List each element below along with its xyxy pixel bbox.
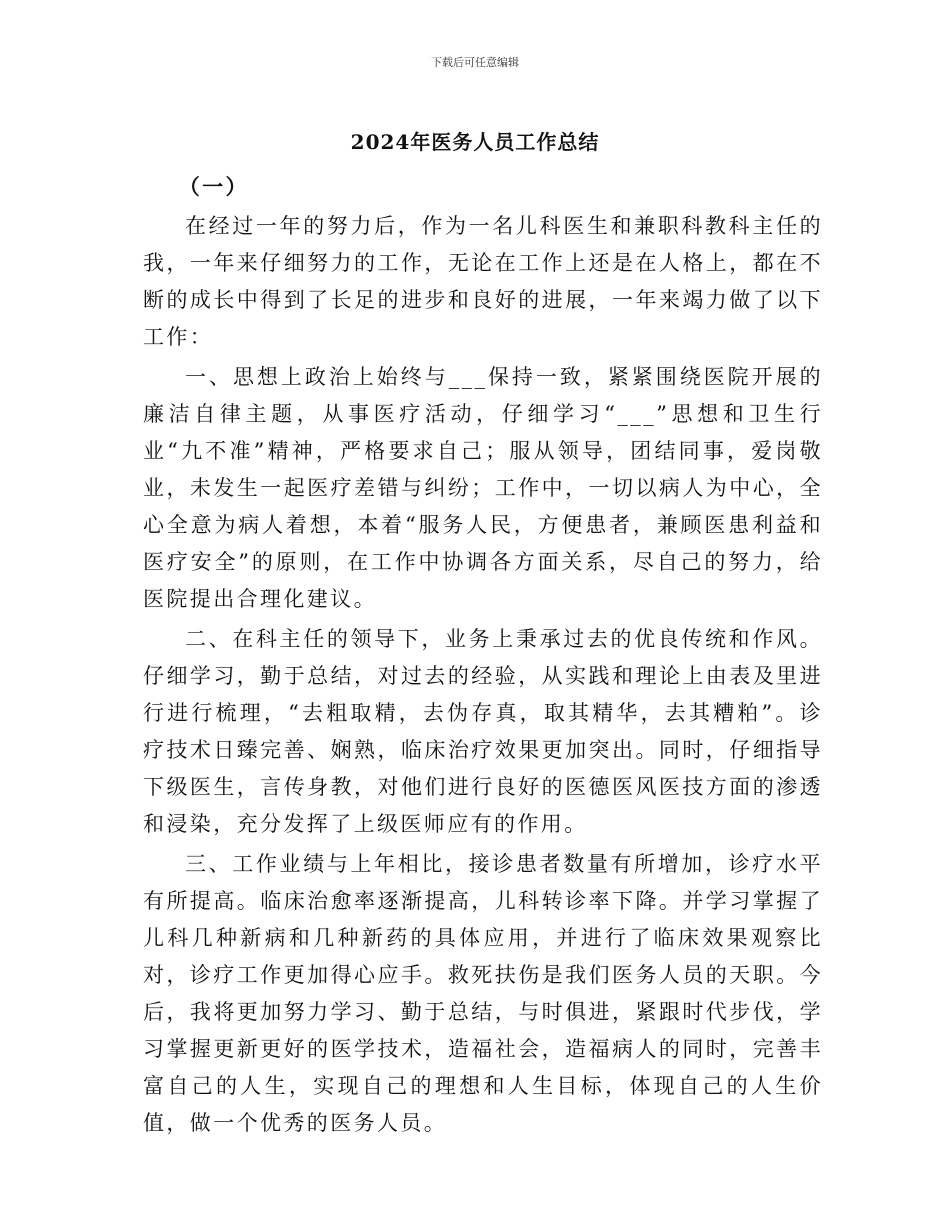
header-note: 下载后可任意编辑 — [431, 56, 519, 69]
section-label: （一） — [178, 174, 249, 199]
paragraph-point-2: 二、在科主任的领导下，业务上秉承过去的优良传统和作风。仔细学习，勤于总结，对过去的经验，从实践和理论上由表及里进行进行梳理，“去粗取精，去伪存真，取其精华，去其糟粕”。诊疗技术日臻完善、娴熟，临床治疗效果更加突出。同时，仔细指导下级医生，言传身教，对他们进行良好的医德医风医技方面的渗透和浸染，充分发挥了上级医师应有的作用。 — [143, 627, 823, 836]
paragraph-intro: 在经过一年的努力后，作为一名儿科医生和兼职科教科主任的我，一年来仔细努力的工作，无论在工作上还是在人格上，都在不断的成长中得到了长足的进步和良好的进展，一年来竭力做了以下工作： — [143, 214, 823, 349]
document-title: 2024年医务人员工作总结 — [350, 130, 600, 154]
paragraph-point-1: 一、思想上政治上始终与___保持一致，紧紧围绕医院开展的廉洁自律主题，从事医疗活动，仔细学习“___”思想和卫生行业“九不准”精神，严格要求自己；服从领导，团结同事，爱岗敬业，未发生一起医疗差错与纠纷；工作中，一切以病人为中心，全心全意为病人着想，本着“服务人民，方便患者，兼顾医患利益和医疗安全”的原则，在工作中协调各方面关系，尽自己的努力，给医院提出合理化建议。 — [143, 365, 823, 611]
paragraph-point-3: 三、工作业绩与上年相比，接诊患者数量有所增加，诊疗水平有所提高。临床治愈率逐渐提高，儿科转诊率下降。并学习掌握了儿科几种新病和几种新药的具体应用，并进行了临床效果观察比对，诊疗工作更加得心应手。救死扶伤是我们医务人员的天职。今后，我将更加努力学习、勤于总结，与时俱进，紧跟时代步伐，学习掌握更新更好的医学技术，造福社会，造福病人的同时，完善丰富自己的人生，实现自己的理想和人生目标，体现自己的人生价值，做一个优秀的医务人员。 — [143, 852, 823, 1135]
document-body — [143, 168, 823, 1142]
